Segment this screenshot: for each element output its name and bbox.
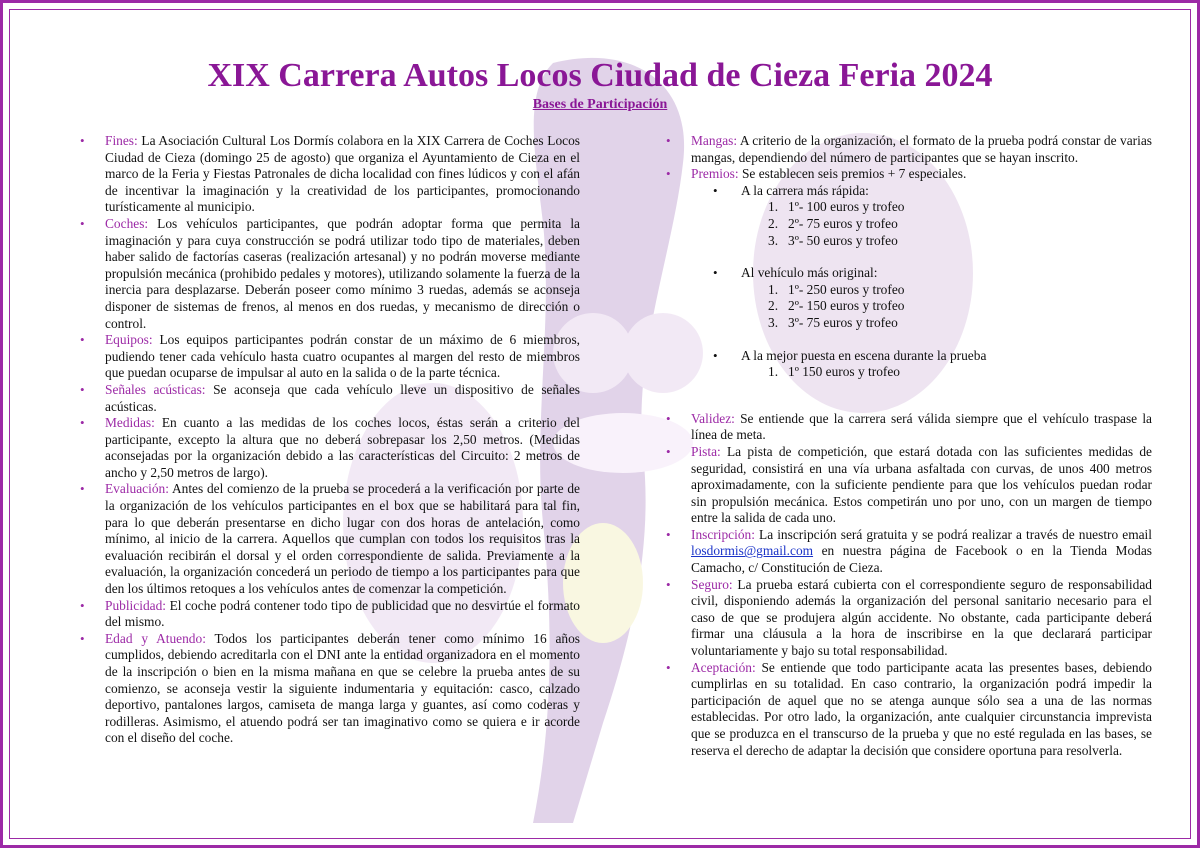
list-item-pista <box>655 444 1152 527</box>
item-text: Los vehículos participantes, que podrán adoptar forma que permita la imaginación y para cuya construcción se podrá utilizar todo tipo de materiales, deben haber salido de factorías caseras (realización artesanal) y no podrán moverse mediante propulsión mecánica (prohibido pedales y motores), utilizando solamente la fuerza de la inercia para desplazarse. Deberán poseer como mínimo 3 ruedas, además se aconseja disponer de sistemas de frenos, al menos en dos ruedas, y mecanismo de dirección o control. <box>105 215 580 331</box>
item-label: Coches: <box>105 215 149 231</box>
list-item-equipos <box>69 332 580 382</box>
bullet-icon: • <box>666 410 671 426</box>
prize-list-staging <box>655 364 1152 381</box>
prize-item <box>655 216 1152 233</box>
prize-number: 1. <box>768 281 779 297</box>
item-text: En cuanto a las medidas de los coches locos, éstas serán a criterio del participante, excepto la altura que no deberá sobrepasar los 2,50 metros. (Medidas aconsejadas por la organización debido a las características del Circuito: 2 metros de ancho y 2,50 metros de largo). <box>105 415 580 480</box>
prize-number: 3. <box>768 232 779 248</box>
item-text: Se aconseja que cada vehículo lleve un dispositivo de señales acústicas. <box>105 381 580 414</box>
bullet-icon: • <box>80 332 85 348</box>
item-label: Equipos: <box>105 332 153 348</box>
prize-list-fastest <box>655 199 1152 249</box>
prize-number: 1. <box>768 364 779 380</box>
bullet-icon: • <box>666 166 671 182</box>
item-text: La prueba estará cubierta con el correspondiente seguro de responsabilidad civil, disponiendo además la organización del personal sanitario necesario para el caso de que se produjera algún accidente. No obstante, cada participante deberá firmar una cláusula a la hora de inscribirse en la que declarará participar voluntariamente y bajo su total responsabilidad. <box>691 576 1152 659</box>
prize-item <box>655 298 1152 315</box>
prize-text: 2º- 150 euros y trofeo <box>788 298 905 314</box>
item-label: Premios: <box>691 166 739 182</box>
list-item-mangas <box>655 133 1152 166</box>
item-label: Evaluación: <box>105 481 169 497</box>
list-item-aceptacion <box>655 660 1152 760</box>
prize-number: 1. <box>768 199 779 215</box>
item-label: Señales acústicas: <box>105 381 206 397</box>
prize-text: 2º- 75 euros y trofeo <box>788 215 898 231</box>
item-label: Seguro: <box>691 576 733 592</box>
prize-text: 1º- 250 euros y trofeo <box>788 281 905 297</box>
prize-number: 3. <box>768 314 779 330</box>
item-label: Validez: <box>691 410 735 426</box>
item-text: Se entiende que todo participante acata las presentes bases, debiendo cumplirlas en su totalidad. En caso contrario, la organización podrá impedir la participación de aquel que no se atenga aunque sólo sea a una de las normas establecidas. Por otro lado, la organización, ante cualquier circunstancia imprevista que se produzca en el transcurso de la prueba y que no esté regulada en las bases, se reserva el derecho de adaptar la decisión que considere oportuna para resolverla. <box>691 659 1152 758</box>
prize-text: 3º- 50 euros y trofeo <box>788 232 898 248</box>
prize-group-fastest <box>655 183 1152 200</box>
prize-text: 1º 150 euros y trofeo <box>788 364 900 380</box>
bullet-icon: • <box>80 597 85 613</box>
bullet-icon: • <box>666 526 671 542</box>
bullet-icon: • <box>80 381 85 397</box>
list-item-publicidad <box>69 598 580 631</box>
list-item-edad-atuendo <box>69 631 580 747</box>
item-text: Antes del comienzo de la prueba se procederá a la verificación por parte de la organización de los vehículos participantes en el box que se habilitará para tal fin, para lo que deberán presentarse en dicho lugar con dos horas de antelación, como mínimo, al inicio de la carrera. Aquellos que cumplan con todos los requisitos tras la evaluación recibirán el dorsal y el orden correspondiente de salida. Previamente a la evaluación, la organización concederá un periodo de tiempo a los participantes para que den los últimos retoques a los vehículos antes de comenzar la competición. <box>105 481 580 597</box>
item-text: La pista de competición, que estará dotada con las suficientes medidas de seguridad, consistirá en una vía urbana asfaltada con curvas, de unos 400 metros aproximadamente, con la suficiente pendiente para que los vehículos puedan rodar sin propulsión mecánica. Estos competirán uno por uno, con un margen de tiempo entre la salida de cada uno. <box>691 443 1152 526</box>
prize-group-title: A la mejor puesta en escena durante la prueba <box>741 347 987 363</box>
item-label: Edad y Atuendo: <box>105 630 206 646</box>
bullet-icon: • <box>666 576 671 592</box>
bullet-icon: • <box>80 215 85 231</box>
item-label: Inscripción: <box>691 526 755 542</box>
list-item-inscripcion <box>655 527 1152 577</box>
bullet-icon: • <box>666 133 671 148</box>
item-label: Pista: <box>691 443 721 459</box>
prize-group-title: A la carrera más rápida: <box>741 182 869 198</box>
item-text: A criterio de la organización, el formato de la prueba podrá constar de varias mangas, dependiendo del número de participantes que se hayan inscrito. <box>691 133 1152 165</box>
item-text: La Asociación Cultural Los Dormís colabora en la XIX Carrera de Coches Locos Ciudad de Cieza (domingo 25 de agosto) que organiza el Ayuntamiento de Cieza en el marco de la Feria y Fiestas Patronales de dicha localidad con fines lúdicos y con el afán de incentivar la imaginación y la creatividad de los participantes, promocionando turísticamente al municipio. <box>105 133 580 215</box>
prize-text: 3º- 75 euros y trofeo <box>788 314 898 330</box>
prize-item <box>655 199 1152 216</box>
item-text: Los equipos participantes podrán constar de un máximo de 6 miembros, pudiendo tener cada vehículo hasta cuatro ocupantes al margen del resto de miembros que puedan ocuparse de impulsar al auto en la salida o de la parte técnica. <box>105 332 580 381</box>
prize-list-original <box>655 282 1152 332</box>
item-text: Se entiende que la carrera será válida siempre que el vehículo traspase la línea de meta. <box>691 410 1152 443</box>
item-label: Mangas: <box>691 133 738 148</box>
bullet-icon: • <box>666 443 671 459</box>
item-text: El coche podrá contener todo tipo de publicidad que no desvirtúe el formato del mismo. <box>105 597 580 630</box>
email-link[interactable]: losdormis@gmail.com <box>691 543 814 559</box>
list-item-senales <box>69 382 580 415</box>
item-label: Fines: <box>105 133 138 148</box>
prize-number: 2. <box>768 298 779 314</box>
bullet-icon: • <box>713 265 718 281</box>
list-item-fines <box>69 133 580 216</box>
item-label: Medidas: <box>105 415 155 431</box>
prize-item <box>655 315 1152 332</box>
bullet-icon: • <box>666 659 671 675</box>
item-text: La inscripción será gratuita y se podrá realizar a través de nuestro email <box>754 526 1152 542</box>
right-column <box>655 133 1152 759</box>
item-text: en nuestra página de Facebook o en la Tienda Modas Camacho, c/ Constitución de Cieza. <box>691 543 1152 576</box>
bullet-icon: • <box>713 347 718 363</box>
item-label: Publicidad: <box>105 597 166 613</box>
bullet-icon: • <box>80 415 85 431</box>
list-item-premios <box>655 166 1152 183</box>
item-label: Aceptación: <box>691 659 756 675</box>
list-item-validez <box>655 411 1152 444</box>
left-column <box>69 133 580 747</box>
prize-item <box>655 282 1152 299</box>
prize-item <box>655 233 1152 250</box>
prize-group-staging <box>655 348 1152 365</box>
bullet-icon: • <box>80 133 85 148</box>
bullet-icon: • <box>80 481 85 497</box>
item-text: Se establecen seis premios + 7 especiales. <box>738 166 967 182</box>
list-item-evaluacion <box>69 481 580 597</box>
list-item-medidas <box>69 415 580 481</box>
prize-text: 1º- 100 euros y trofeo <box>788 199 905 215</box>
list-item-seguro <box>655 577 1152 660</box>
page-title: XIX Carrera Autos Locos Ciudad de Cieza Feria 2024 <box>207 57 993 94</box>
bullet-icon: • <box>713 182 718 198</box>
prize-group-original <box>655 265 1152 282</box>
bullet-icon: • <box>80 630 85 646</box>
prize-item <box>655 364 1152 381</box>
page-subtitle: Bases de Participación <box>532 97 668 112</box>
list-item-coches <box>69 216 580 332</box>
prize-group-title: Al vehículo más original: <box>741 265 878 281</box>
item-text: Todos los participantes deberán tener como mínimo 16 años cumplidos, debiendo acreditarla con el DNI ante la entidad organizadora en el momento de la inscripción o bien en la misma mañana en que se celebre la prueba antes de su comienzo, se aconseja vestir la siguiente indumentaria y equitación: casco, calzado deportivo, pantalones largos, camiseta de manga larga y guantes, así como coderas y rodilleras. Asimismo, el atuendo podrá ser tan imaginativo como se quiera e ir acorde con el diseño del coche. <box>105 630 580 746</box>
prize-number: 2. <box>768 215 779 231</box>
